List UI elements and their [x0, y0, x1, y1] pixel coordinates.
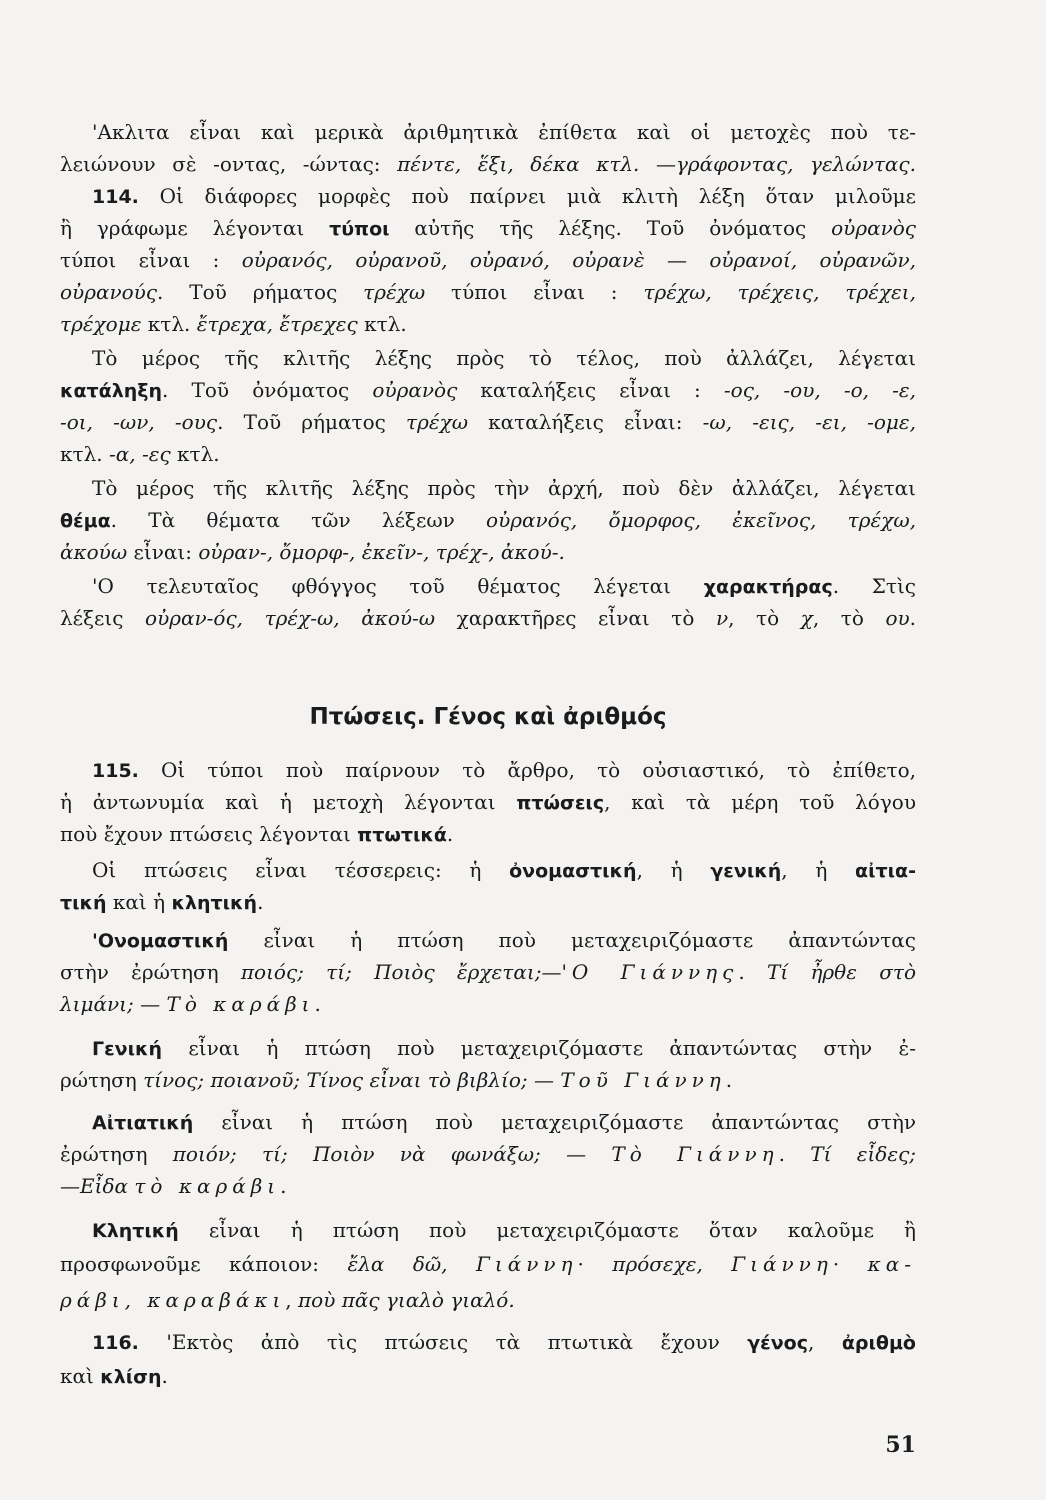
text-line: 115. Οἱ τύποι ποὺ παίρνουν τὸ ἄρθρο, τὸ οὐσιαστικό, τὸ ἐπίθετο,	[92, 758, 916, 782]
term: κατάληξη	[60, 380, 163, 402]
text-line: ρώτηση τίνος; ποιανοῦ; Τίνος εἶναι τὸ βιβλίο; — Τοῦ Γιάννη.	[60, 1068, 733, 1092]
text-line: -οι, -ων, -ους. Τοῦ ρήματος τρέχω καταλήξεις εἶναι: -ω, -εις, -ει, -ομε,	[60, 410, 917, 434]
text-line: 'Ο τελευταῖος φθόγγος τοῦ θέματος λέγεται χαρακτήρας. Στὶς	[92, 574, 916, 598]
section-number: 115.	[92, 760, 139, 782]
term: ὀνομαστική	[509, 860, 637, 882]
text-line: 116. 'Εκτὸς ἀπὸ τὶς πτώσεις τὰ πτωτικὰ ἔχουν γένος, ἀριθμὸ	[92, 1330, 916, 1354]
term: θέμα	[60, 510, 111, 532]
text-line: καὶ κλίση.	[60, 1364, 168, 1388]
text-line: λειώνουν σὲ -οντας, -ώντας: πέντε, ἕξι, δέκα κτλ. —γράφοντας, γελώντας.	[60, 152, 916, 176]
text-line: στὴν ἐρώτηση ποιός; τί; Ποιὸς ἔρχεται;—'Ο Γιάννης. Τί ἦρθε στὸ	[60, 960, 916, 984]
text-line: Αἰτιατική εἶναι ἡ πτώση ποὺ μεταχειριζόμαστε ἀπαντώντας στὴν	[92, 1110, 916, 1134]
text-line: κτλ. -α, -ες κτλ.	[60, 442, 220, 466]
term: αἰτια-	[855, 860, 916, 882]
text-line: θέμα. Τὰ θέματα τῶν λέξεων οὐρανός, ὄμορφος, ἐκεῖνος, τρέχω,	[60, 508, 916, 532]
text-line: τρέχομε κτλ. ἔτρεχα, ἔτρεχες κτλ.	[60, 312, 407, 336]
term: γενική	[710, 860, 782, 882]
section-number: 114.	[92, 186, 139, 208]
section-number: 116.	[92, 1332, 139, 1354]
term: κλίση	[100, 1366, 162, 1388]
text-line: τική καὶ ἡ κλητική.	[60, 890, 264, 914]
term: πτώσεις	[516, 792, 605, 814]
term: πτωτικά	[357, 824, 447, 846]
text-line: —Εἶδα τὸ καράβι.	[60, 1174, 287, 1198]
page-number: 51	[885, 1432, 916, 1458]
term: τύποι	[329, 218, 390, 240]
term: γένος	[747, 1332, 808, 1354]
text-line: Κλητική εἶναι ἡ πτώση ποὺ μεταχειριζόμαστε ὅταν καλοῦμε ἢ	[92, 1218, 916, 1242]
term: κλητική	[171, 892, 258, 914]
text-line: 114. Οἱ διάφορες μορφὲς ποὺ παίρνει μιὰ κλιτὴ λέξη ὅταν μιλοῦμε	[92, 184, 916, 208]
text-line: λέξεις οὐραν-ός, τρέχ-ω, ἀκού-ω χαρακτῆρες εἶναι τὸ ν, τὸ χ, τὸ ου.	[60, 606, 916, 630]
text-line: κατάληξη. Τοῦ ὀνόματος οὐρανὸς καταλήξεις εἶναι : -ος, -ου, -ο, -ε,	[60, 378, 916, 402]
text-line: ἀκούω εἶναι: οὐραν-, ὄμορφ-, ἐκεῖν-, τρέχ-, ἀκού-.	[60, 540, 565, 564]
text-line: 'Ονομαστική εἶναι ἡ πτώση ποὺ μεταχειριζόμαστε ἀπαντώντας	[92, 928, 916, 952]
text-line: Τὸ μέρος τῆς κλιτῆς λέξης πρὸς τὸ τέλος, ποὺ ἀλλάζει, λέγεται	[92, 346, 916, 370]
text-line: λιμάνι; — Τὸ καράβι.	[60, 992, 321, 1016]
text-line: οὐρανούς. Τοῦ ρήματος τρέχω τύποι εἶναι : τρέχω, τρέχεις, τρέχει,	[60, 280, 916, 304]
term: ἀριθμὸ	[841, 1332, 916, 1354]
text-line: Γενική εἶναι ἡ πτώση ποὺ μεταχειριζόμαστε ἀπαντώντας στὴν ἐ-	[92, 1036, 916, 1060]
text-line: ράβι, καραβάκι, ποὺ πᾶς γιαλὸ γιαλό.	[60, 1288, 515, 1312]
term: τική	[60, 892, 107, 914]
term: Κλητική	[92, 1220, 179, 1242]
text-line: προσφωνοῦμε κάποιον: ἔλα δῶ, Γιάννη· πρόσεχε, Γιάννη· κα-	[60, 1252, 916, 1276]
text-line: Τὸ μέρος τῆς κλιτῆς λέξης πρὸς τὴν ἀρχή, ποὺ δὲν ἀλλάζει, λέγεται	[92, 476, 916, 500]
text-line: ἢ γράφωμε λέγονται τύποι αὐτῆς τῆς λέξης. Τοῦ ὀνόματος οὐρανὸς	[60, 216, 916, 240]
term: 'Ονομαστική	[92, 930, 229, 952]
term: Αἰτιατική	[92, 1112, 194, 1134]
text-line: ἐρώτηση ποιόν; τί; Ποιὸν νὰ φωνάξω; — Τὸ Γιάννη. Τί εἶδες;	[60, 1142, 917, 1166]
text-line: ἡ ἀντωνυμία καὶ ἡ μετοχὴ λέγονται πτώσεις, καὶ τὰ μέρη τοῦ λόγου	[60, 790, 917, 814]
term: Γενική	[92, 1038, 163, 1060]
term: χαρακτήρας	[703, 576, 833, 598]
section-heading: Πτώσεις. Γένος καὶ ἀριθμός	[309, 704, 667, 730]
text-line: Οἱ πτώσεις εἶναι τέσσερεις: ἡ ὀνομαστική, ἡ γενική, ἡ αἰτια-	[92, 858, 916, 882]
text-line: 'Ακλιτα εἶναι καὶ μερικὰ ἀριθμητικὰ ἐπίθετα καὶ οἱ μετοχὲς ποὺ τε-	[92, 120, 916, 144]
text-line: ποὺ ἔχουν πτώσεις λέγονται πτωτικά.	[60, 822, 454, 846]
text-line: τύποι εἶναι : οὐρανός, οὐρανοῦ, οὐρανό, οὐρανὲ — οὐρανοί, οὐρανῶν,	[60, 248, 916, 272]
